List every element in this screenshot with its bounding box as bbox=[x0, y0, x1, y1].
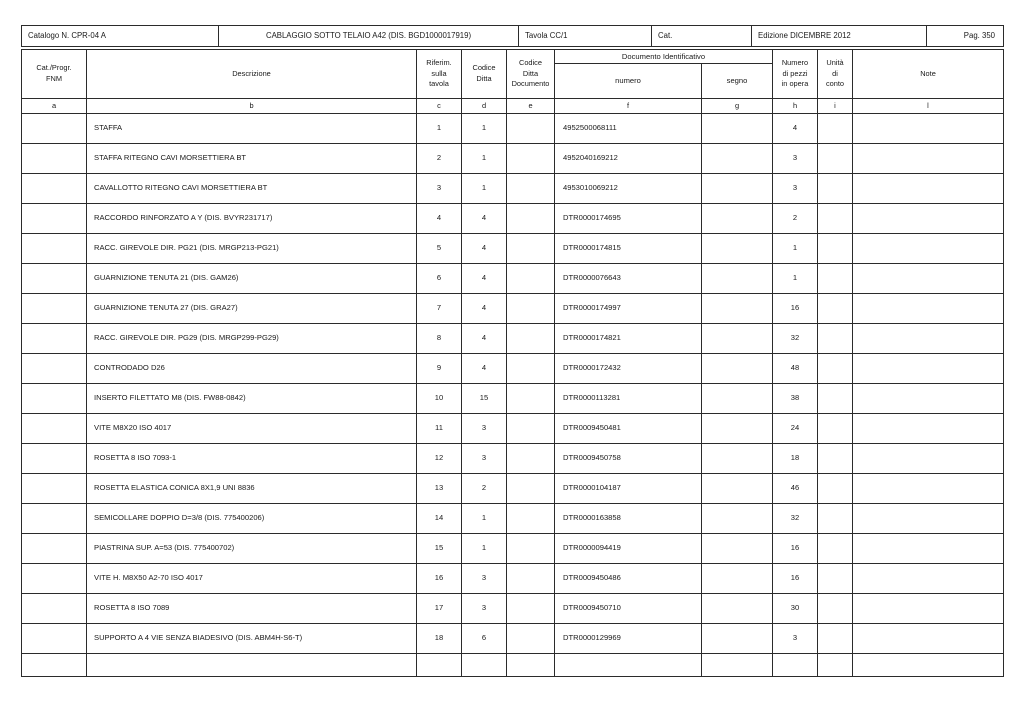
cell-unita bbox=[818, 294, 853, 324]
cell-numero: DTR0009450481 bbox=[555, 414, 702, 444]
cell-unita bbox=[818, 534, 853, 564]
cell-cat bbox=[22, 534, 87, 564]
cell-numero: DTR0009450758 bbox=[555, 444, 702, 474]
col-header-codice-ditta-doc-line3: Documento bbox=[511, 79, 550, 89]
cell-cat bbox=[22, 324, 87, 354]
cell-riferimento: 1 bbox=[417, 114, 462, 144]
col-header-cat-progr-fnm-line2: FNM bbox=[45, 74, 62, 83]
cell-riferimento: 12 bbox=[417, 444, 462, 474]
col-letter-e: e bbox=[507, 99, 555, 114]
cell-codice-ditta: 4 bbox=[462, 204, 507, 234]
cell-segno bbox=[702, 294, 773, 324]
cell-segno bbox=[702, 114, 773, 144]
cell-cat bbox=[22, 564, 87, 594]
cell-filler bbox=[87, 654, 417, 677]
cell-filler bbox=[555, 654, 702, 677]
cell-codice-ditta-doc bbox=[507, 234, 555, 264]
table-row bbox=[22, 384, 1004, 414]
cell-codice-ditta: 3 bbox=[462, 444, 507, 474]
cell-pezzi: 30 bbox=[773, 594, 818, 624]
cell-codice-ditta: 15 bbox=[462, 384, 507, 414]
cell-riferimento: 4 bbox=[417, 204, 462, 234]
cell-descrizione: RACCORDO RINFORZATO A Y (DIS. BVYR231717) bbox=[87, 204, 417, 234]
cell-segno bbox=[702, 174, 773, 204]
cell-cat bbox=[22, 414, 87, 444]
col-header-numero-pezzi-line3: in opera bbox=[781, 79, 809, 89]
col-header-riferimento-tavola bbox=[417, 50, 462, 99]
cell-descrizione: SUPPORTO A 4 VIE SENZA BIADESIVO (DIS. ABM4H-S6-T) bbox=[87, 624, 417, 654]
cell-cat bbox=[22, 264, 87, 294]
table-row bbox=[22, 474, 1004, 504]
cell-descrizione: STAFFA bbox=[87, 114, 417, 144]
cell-note bbox=[853, 504, 1004, 534]
cell-segno bbox=[702, 564, 773, 594]
cell-unita bbox=[818, 324, 853, 354]
cell-segno bbox=[702, 414, 773, 444]
col-header-codice-ditta-doc-line1: Codice bbox=[518, 57, 542, 67]
cell-numero: DTR0000113281 bbox=[555, 384, 702, 414]
cell-numero: DTR0000174695 bbox=[555, 204, 702, 234]
cell-note bbox=[853, 534, 1004, 564]
cell-segno bbox=[702, 264, 773, 294]
cell-pezzi: 32 bbox=[773, 324, 818, 354]
cell-riferimento: 17 bbox=[417, 594, 462, 624]
cell-codice-ditta-doc bbox=[507, 324, 555, 354]
cell-pezzi: 16 bbox=[773, 564, 818, 594]
col-header-segno: segno bbox=[702, 64, 773, 99]
cell-descrizione: VITE M8X20 ISO 4017 bbox=[87, 414, 417, 444]
cell-note bbox=[853, 144, 1004, 174]
header-row-primary bbox=[22, 50, 1004, 64]
cell-codice-ditta: 1 bbox=[462, 534, 507, 564]
table-row bbox=[22, 114, 1004, 144]
page-number-cell: Pag. 350 bbox=[927, 26, 1004, 47]
cell-numero: 4952040169212 bbox=[555, 144, 702, 174]
cell-codice-ditta: 4 bbox=[462, 264, 507, 294]
cell-unita bbox=[818, 504, 853, 534]
cell-numero: DTR0000076643 bbox=[555, 264, 702, 294]
col-header-cat-progr-fnm bbox=[22, 50, 87, 99]
assembly-title-cell: CABLAGGIO SOTTO TELAIO A42 (DIS. BGD1000017919) bbox=[219, 26, 519, 47]
cell-codice-ditta: 2 bbox=[462, 474, 507, 504]
cell-cat bbox=[22, 204, 87, 234]
cell-filler bbox=[22, 654, 87, 677]
cell-note bbox=[853, 264, 1004, 294]
col-letter-g: g bbox=[702, 99, 773, 114]
cell-riferimento: 3 bbox=[417, 174, 462, 204]
cell-codice-ditta-doc bbox=[507, 624, 555, 654]
col-letter-b: b bbox=[87, 99, 417, 114]
cell-segno bbox=[702, 444, 773, 474]
col-header-unita-di-conto bbox=[818, 50, 853, 99]
cell-numero: DTR0000174815 bbox=[555, 234, 702, 264]
table-row bbox=[22, 294, 1004, 324]
col-letter-h: h bbox=[773, 99, 818, 114]
col-letter-i: i bbox=[818, 99, 853, 114]
table-row bbox=[22, 354, 1004, 384]
table-row bbox=[22, 564, 1004, 594]
cell-descrizione: INSERTO FILETTATO M8 (DIS. FW88-0842) bbox=[87, 384, 417, 414]
cell-unita bbox=[818, 204, 853, 234]
table-filler-row bbox=[22, 654, 1004, 677]
cell-riferimento: 5 bbox=[417, 234, 462, 264]
cell-cat bbox=[22, 144, 87, 174]
table-body bbox=[22, 114, 1004, 677]
cell-cat bbox=[22, 444, 87, 474]
cell-note bbox=[853, 414, 1004, 444]
cell-codice-ditta: 1 bbox=[462, 144, 507, 174]
col-header-descrizione-label: Descrizione bbox=[232, 68, 271, 78]
col-header-numero: numero bbox=[555, 64, 702, 99]
cell-unita bbox=[818, 234, 853, 264]
col-letter-a: a bbox=[22, 99, 87, 114]
cell-codice-ditta-doc bbox=[507, 534, 555, 564]
col-header-codice-ditta-doc-line2: Ditta bbox=[522, 68, 539, 78]
cell-segno bbox=[702, 594, 773, 624]
col-header-documento-identificativo: Documento Identificativo bbox=[555, 50, 773, 64]
cell-codice-ditta-doc bbox=[507, 414, 555, 444]
document-identification-strip bbox=[21, 25, 1004, 47]
cell-riferimento: 8 bbox=[417, 324, 462, 354]
cell-cat bbox=[22, 354, 87, 384]
cell-codice-ditta: 1 bbox=[462, 174, 507, 204]
cell-numero: DTR0009450486 bbox=[555, 564, 702, 594]
col-header-numero-pezzi-line2: di pezzi bbox=[782, 68, 808, 78]
cell-note bbox=[853, 624, 1004, 654]
cell-pezzi: 16 bbox=[773, 294, 818, 324]
identification-row bbox=[22, 26, 1004, 47]
cell-riferimento: 7 bbox=[417, 294, 462, 324]
cell-note bbox=[853, 444, 1004, 474]
cell-descrizione: ROSETTA 8 ISO 7089 bbox=[87, 594, 417, 624]
cat-cell: Cat. bbox=[652, 26, 752, 47]
cell-segno bbox=[702, 474, 773, 504]
cell-pezzi: 3 bbox=[773, 144, 818, 174]
cell-codice-ditta-doc bbox=[507, 474, 555, 504]
cell-numero: DTR0000129969 bbox=[555, 624, 702, 654]
cell-note bbox=[853, 294, 1004, 324]
cell-pezzi: 2 bbox=[773, 204, 818, 234]
cell-note bbox=[853, 594, 1004, 624]
cell-filler bbox=[773, 654, 818, 677]
cell-cat bbox=[22, 114, 87, 144]
parts-table bbox=[21, 49, 1004, 677]
cell-riferimento: 10 bbox=[417, 384, 462, 414]
col-header-numero-pezzi-in-opera bbox=[773, 50, 818, 99]
cell-note bbox=[853, 114, 1004, 144]
col-letter-d: d bbox=[462, 99, 507, 114]
cell-riferimento: 6 bbox=[417, 264, 462, 294]
col-header-unita-line1: Unità bbox=[826, 57, 844, 67]
col-letter-c: c bbox=[417, 99, 462, 114]
cell-codice-ditta-doc bbox=[507, 444, 555, 474]
cell-note bbox=[853, 564, 1004, 594]
cell-numero: DTR0000172432 bbox=[555, 354, 702, 384]
table-row bbox=[22, 594, 1004, 624]
cell-pezzi: 48 bbox=[773, 354, 818, 384]
cell-cat bbox=[22, 294, 87, 324]
cell-codice-ditta-doc bbox=[507, 204, 555, 234]
cell-codice-ditta-doc bbox=[507, 174, 555, 204]
cell-filler bbox=[417, 654, 462, 677]
cell-pezzi: 18 bbox=[773, 444, 818, 474]
cell-codice-ditta: 6 bbox=[462, 624, 507, 654]
cell-pezzi: 32 bbox=[773, 504, 818, 534]
cell-cat bbox=[22, 384, 87, 414]
cell-descrizione: RACC. GIREVOLE DIR. PG21 (DIS. MRGP213-PG21) bbox=[87, 234, 417, 264]
col-header-riferimento-line3: tavola bbox=[429, 79, 449, 89]
cell-codice-ditta: 3 bbox=[462, 564, 507, 594]
cell-codice-ditta: 4 bbox=[462, 354, 507, 384]
table-row bbox=[22, 504, 1004, 534]
cell-pezzi: 1 bbox=[773, 264, 818, 294]
cell-descrizione: STAFFA RITEGNO CAVI MORSETTIERA BT bbox=[87, 144, 417, 174]
table-row bbox=[22, 534, 1004, 564]
cell-codice-ditta-doc bbox=[507, 504, 555, 534]
col-header-note-label: Note bbox=[920, 68, 936, 78]
cell-numero: 4953010069212 bbox=[555, 174, 702, 204]
cell-segno bbox=[702, 354, 773, 384]
cell-note bbox=[853, 234, 1004, 264]
cell-filler bbox=[462, 654, 507, 677]
cell-cat bbox=[22, 234, 87, 264]
cell-segno bbox=[702, 234, 773, 264]
cell-note bbox=[853, 354, 1004, 384]
cell-codice-ditta: 4 bbox=[462, 294, 507, 324]
cell-unita bbox=[818, 174, 853, 204]
cell-filler bbox=[507, 654, 555, 677]
cell-descrizione: ROSETTA 8 ISO 7093-1 bbox=[87, 444, 417, 474]
cell-descrizione: RACC. GIREVOLE DIR. PG29 (DIS. MRGP299-PG29) bbox=[87, 324, 417, 354]
cell-unita bbox=[818, 594, 853, 624]
cell-riferimento: 14 bbox=[417, 504, 462, 534]
cell-codice-ditta-doc bbox=[507, 564, 555, 594]
cell-descrizione: PIASTRINA SUP. A=53 (DIS. 775400702) bbox=[87, 534, 417, 564]
cell-numero: DTR0000104187 bbox=[555, 474, 702, 504]
cell-codice-ditta-doc bbox=[507, 384, 555, 414]
table-row bbox=[22, 144, 1004, 174]
cell-descrizione: SEMICOLLARE DOPPIO D=3/8 (DIS. 775400206) bbox=[87, 504, 417, 534]
cell-riferimento: 2 bbox=[417, 144, 462, 174]
cell-segno bbox=[702, 504, 773, 534]
col-header-codice-ditta-documento bbox=[507, 50, 555, 99]
catalogo-number-cell: Catalogo N. CPR-04 A bbox=[22, 26, 219, 47]
cell-pezzi: 3 bbox=[773, 624, 818, 654]
col-header-riferimento-line1: Riferim. bbox=[426, 57, 452, 67]
cell-pezzi: 16 bbox=[773, 534, 818, 564]
cell-cat bbox=[22, 474, 87, 504]
cell-codice-ditta-doc bbox=[507, 354, 555, 384]
cell-unita bbox=[818, 474, 853, 504]
header-row-letters bbox=[22, 99, 1004, 114]
cell-cat bbox=[22, 504, 87, 534]
col-header-codice-ditta bbox=[462, 50, 507, 99]
col-header-codice-ditta-line2: Ditta bbox=[476, 74, 492, 83]
table-header bbox=[22, 50, 1004, 114]
cell-filler bbox=[853, 654, 1004, 677]
col-header-riferimento-line2: sulla bbox=[431, 68, 447, 78]
cell-cat bbox=[22, 594, 87, 624]
table-row bbox=[22, 624, 1004, 654]
cell-pezzi: 38 bbox=[773, 384, 818, 414]
cell-note bbox=[853, 174, 1004, 204]
cell-note bbox=[853, 324, 1004, 354]
cell-segno bbox=[702, 144, 773, 174]
cell-cat bbox=[22, 174, 87, 204]
cell-pezzi: 3 bbox=[773, 174, 818, 204]
cell-codice-ditta-doc bbox=[507, 594, 555, 624]
cell-riferimento: 13 bbox=[417, 474, 462, 504]
cell-unita bbox=[818, 384, 853, 414]
cell-pezzi: 4 bbox=[773, 114, 818, 144]
table-row bbox=[22, 174, 1004, 204]
cell-numero: DTR0009450710 bbox=[555, 594, 702, 624]
cell-codice-ditta-doc bbox=[507, 294, 555, 324]
cell-riferimento: 18 bbox=[417, 624, 462, 654]
table-row bbox=[22, 444, 1004, 474]
cell-codice-ditta-doc bbox=[507, 114, 555, 144]
cell-numero: DTR0000174821 bbox=[555, 324, 702, 354]
cell-numero: 4952500068111 bbox=[555, 114, 702, 144]
table-row bbox=[22, 324, 1004, 354]
cell-pezzi: 24 bbox=[773, 414, 818, 444]
table-row bbox=[22, 414, 1004, 444]
cell-codice-ditta-doc bbox=[507, 144, 555, 174]
col-letter-f: f bbox=[555, 99, 702, 114]
cell-unita bbox=[818, 414, 853, 444]
cell-numero: DTR0000163858 bbox=[555, 504, 702, 534]
cell-note bbox=[853, 384, 1004, 414]
col-header-cat-progr-fnm-line1: Cat./Progr. bbox=[36, 63, 72, 73]
cell-codice-ditta: 4 bbox=[462, 234, 507, 264]
cell-descrizione: CAVALLOTTO RITEGNO CAVI MORSETTIERA BT bbox=[87, 174, 417, 204]
cell-cat bbox=[22, 624, 87, 654]
cell-riferimento: 9 bbox=[417, 354, 462, 384]
cell-unita bbox=[818, 114, 853, 144]
cell-codice-ditta: 1 bbox=[462, 504, 507, 534]
cell-unita bbox=[818, 444, 853, 474]
col-header-unita-line2: di bbox=[832, 68, 838, 78]
cell-riferimento: 16 bbox=[417, 564, 462, 594]
cell-numero: DTR0000174997 bbox=[555, 294, 702, 324]
cell-descrizione: ROSETTA ELASTICA CONICA 8X1,9 UNI 8836 bbox=[87, 474, 417, 504]
cell-note bbox=[853, 204, 1004, 234]
cell-segno bbox=[702, 624, 773, 654]
table-row bbox=[22, 204, 1004, 234]
col-header-note bbox=[853, 50, 1004, 99]
tavola-cell: Tavola CC/1 bbox=[519, 26, 652, 47]
cell-unita bbox=[818, 564, 853, 594]
cell-segno bbox=[702, 384, 773, 414]
cell-codice-ditta-doc bbox=[507, 264, 555, 294]
col-header-descrizione bbox=[87, 50, 417, 99]
cell-descrizione: VITE H. M8X50 A2-70 ISO 4017 bbox=[87, 564, 417, 594]
cell-segno bbox=[702, 324, 773, 354]
cell-pezzi: 46 bbox=[773, 474, 818, 504]
col-header-numero-pezzi-line1: Numero bbox=[781, 57, 809, 67]
table-row bbox=[22, 264, 1004, 294]
cell-pezzi: 1 bbox=[773, 234, 818, 264]
cell-unita bbox=[818, 354, 853, 384]
cell-codice-ditta: 1 bbox=[462, 114, 507, 144]
cell-codice-ditta: 3 bbox=[462, 414, 507, 444]
edizione-cell: Edizione DICEMBRE 2012 bbox=[752, 26, 927, 47]
cell-numero: DTR0000094419 bbox=[555, 534, 702, 564]
col-header-unita-line3: conto bbox=[825, 79, 845, 89]
cell-segno bbox=[702, 534, 773, 564]
cell-unita bbox=[818, 144, 853, 174]
cell-note bbox=[853, 474, 1004, 504]
cell-segno bbox=[702, 204, 773, 234]
cell-descrizione: GUARNIZIONE TENUTA 21 (DIS. GAM26) bbox=[87, 264, 417, 294]
cell-descrizione: GUARNIZIONE TENUTA 27 (DIS. GRA27) bbox=[87, 294, 417, 324]
cell-unita bbox=[818, 264, 853, 294]
cell-filler bbox=[818, 654, 853, 677]
cell-unita bbox=[818, 624, 853, 654]
cell-riferimento: 15 bbox=[417, 534, 462, 564]
cell-descrizione: CONTRODADO D26 bbox=[87, 354, 417, 384]
col-header-codice-ditta-line1: Codice bbox=[472, 63, 496, 73]
cell-codice-ditta: 4 bbox=[462, 324, 507, 354]
cell-riferimento: 11 bbox=[417, 414, 462, 444]
col-letter-l: l bbox=[853, 99, 1004, 114]
cell-filler bbox=[702, 654, 773, 677]
table-row bbox=[22, 234, 1004, 264]
cell-codice-ditta: 3 bbox=[462, 594, 507, 624]
